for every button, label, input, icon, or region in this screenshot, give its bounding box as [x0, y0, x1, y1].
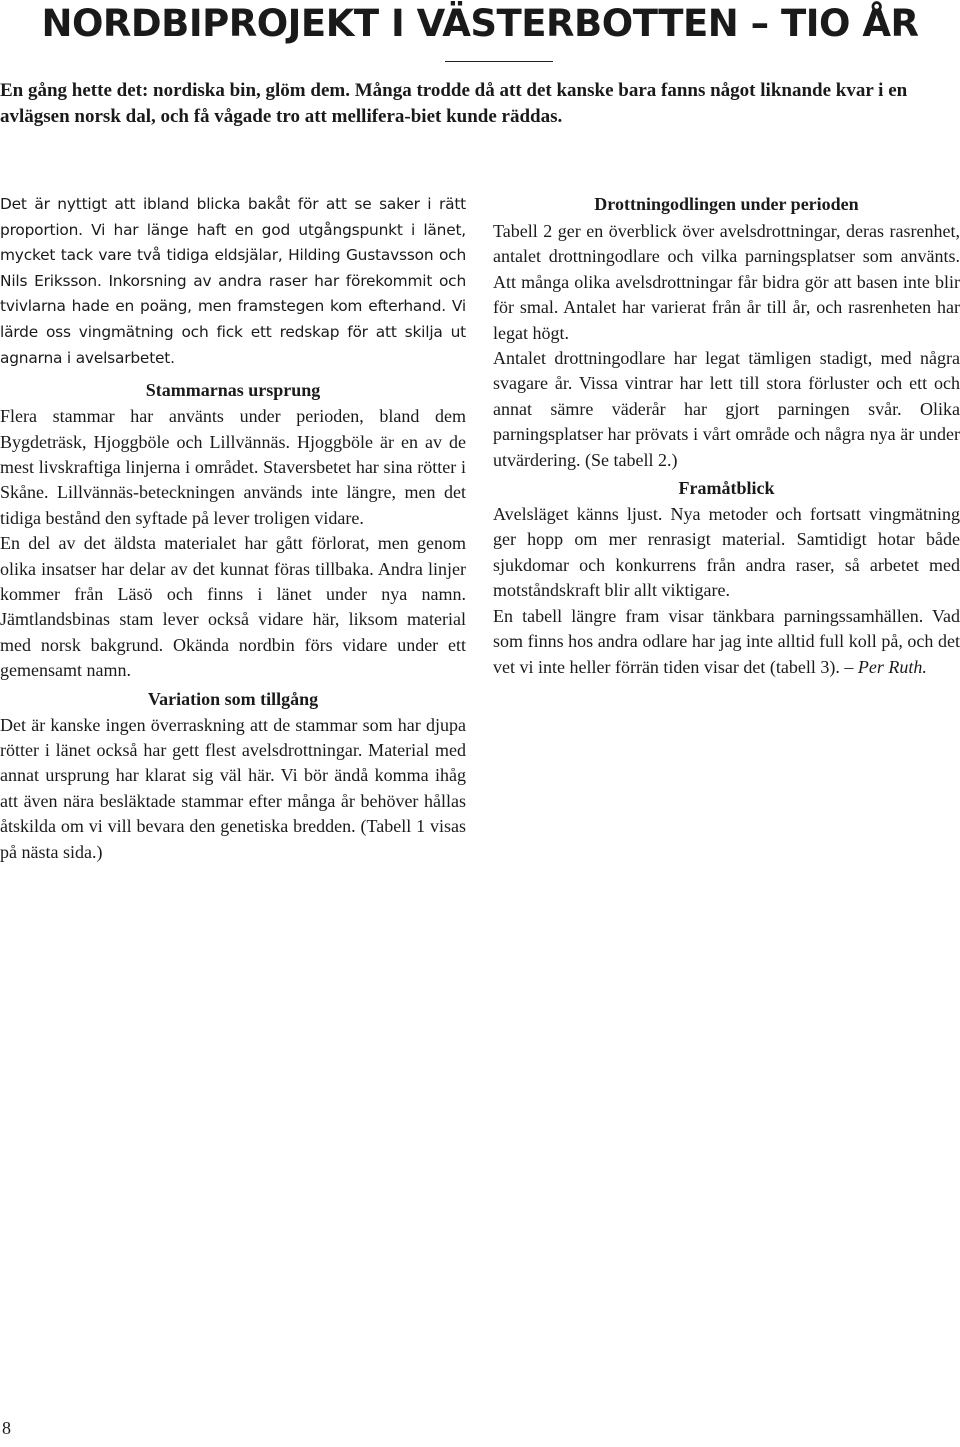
heading-drottningodling: Drottningodlingen under perioden	[594, 194, 859, 214]
left-paragraph-1: Det är nyttigt att ibland blicka bakåt för att se saker i rätt proportion. Vi har länge haft en god utgångspunkt i länet, mycket tack vare två tidiga eldsjälar, Hilding Gustavsson och Nils Eriksson. Inkorsning av andra raser har förekommit och tvivlarna hade en poäng, men framstegen kom efterhand. Vi lärde oss vingmätning och fick ett redskap för att skilja ut agnarna i avelsarbetet.	[0, 195, 466, 367]
right-paragraph-3: Avelsläget känns ljust. Nya metoder och fortsatt vingmätning ger hopp om mer renrasigt material. Samtidigt hotar både sjukdomar och konkurrens från andra raser, så arbetet med motståndskraft blir allt viktigare.	[493, 504, 960, 601]
left-column	[0, 192, 466, 865]
right-paragraph-2: Antalet drottningodlare har legat tämligen stadigt, med några svagare år. Vissa vintrar har lett till stora förluster och ett och annat sämre väderår har gjort parningen svår. Olika parningsplatser har prövats i vårt område och några nya är under utvärdering. (Se tabell 2.)	[493, 348, 960, 470]
left-paragraph-2: Flera stammar har använts under perioden, bland dem Bygdeträsk, Hjoggböle och Lillvännäs. Hjoggböle är en av de mest livskraftiga linjerna i området. Staversbetet har sina rötter i Skåne. Lillvännäs-beteckningen används inte längre, men det tidiga bestånd den syftade på lever troligen vidare.	[0, 406, 466, 528]
author-signature: Per Ruth.	[857, 656, 927, 677]
article-lead: En gång hette det: nordiska bin, glöm dem. Många trodde då att det kanske bara fanns något liknande kvar i en avlägsen norsk dal, och få vågade tro att mellifera-biet kunde räddas.	[0, 80, 908, 127]
heading-framtid: Framåtblick	[678, 478, 775, 499]
left-paragraph-3: En del av det äldsta materialet har gått förlorat, men genom olika insatser har delar av det kunnat föras tillbaka. Andra linjer kommer från Läsö och finns i länet under nya namn. Jämtlandsbinas stam lever också vidare här, liksom material med norsk bakgrund. Okända nordbin förs vidare under ett gemensamt namn.	[0, 533, 466, 681]
page-number: 8	[2, 1418, 11, 1438]
article-title: NORDBIPROJEKT I VÄSTERBOTTEN – TIO ÅR	[41, 2, 919, 45]
right-column	[493, 192, 960, 680]
heading-variation: Variation som tillgång	[147, 688, 319, 709]
heading-ursprung: Stammarnas ursprung	[145, 380, 321, 401]
title-divider	[445, 61, 553, 62]
right-paragraph-4: En tabell längre fram visar tänkbara parningssamhällen. Vad som finns hos andra odlare har jag inte alltid full koll på, och det vet vi inte heller förrän tiden visar det (tabell 3). – Per Ruth.	[493, 605, 960, 677]
left-paragraph-4: Det är kanske ingen överraskning att de stammar som har djupa rötter i länet också har gett flest avelsdrottningar. Material med annat ursprung har klarat sig väl här. Vi bör ändå komma ihåg att även nära besläktade stammar efter många år behöver hållas åtskilda om vi vill bevara den genetiska bredden. (Tabell 1 visas på nästa sida.)	[0, 714, 466, 862]
right-paragraph-1: Tabell 2 ger en överblick över avelsdrottningar, deras rasrenhet, antalet drottningodlare och vilka parningsplatser som använts. Att många olika avelsdrottningar får bidra gör att basen inte blir för smal. Antalet har varierat från år till år, och rasrenheten har legat högt.	[493, 221, 960, 343]
closing-text: En tabell längre fram visar tänkbara parningssamhällen. Vad som finns hos andra odlare har jag inte alltid full koll på, och det vet vi inte heller förrän tiden visar det (tabell 3).	[493, 605, 960, 677]
